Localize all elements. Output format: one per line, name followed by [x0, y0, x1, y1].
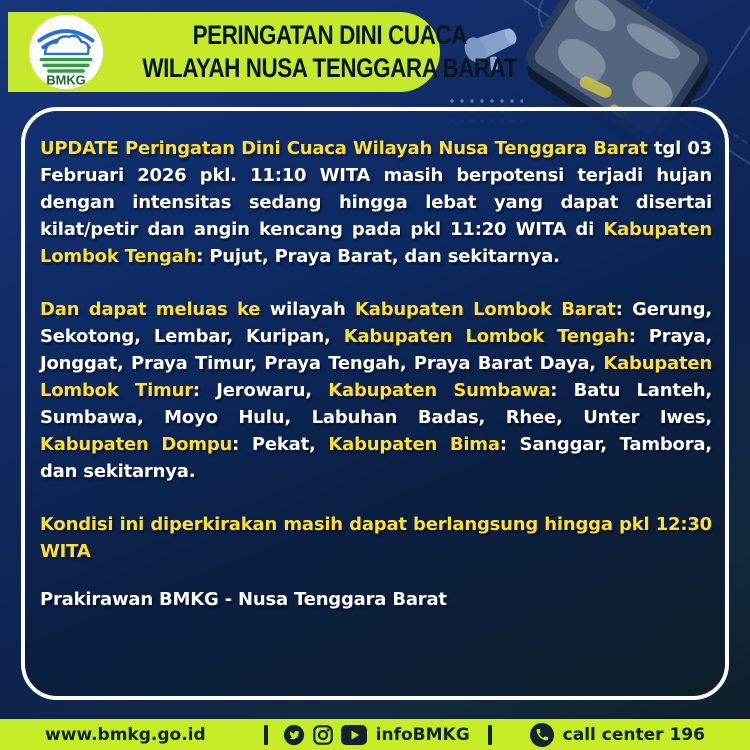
poster-title-line2: WILAYAH NUSA TENGGARA BARAT: [142, 53, 518, 83]
alert-text-segment: : Gerung, Sekotong, Lembar, Kuripan,: [40, 299, 712, 347]
alert-text-segment: Kabupaten Lombok Timur: [40, 353, 712, 401]
alert-text-segment: Kondisi ini diperkirakan masih dapat berlangsung hingga pkl 12:30 WITA: [40, 514, 712, 562]
header-banner: [8, 12, 518, 92]
footer-divider: [264, 725, 268, 745]
alert-text-segment: tgl 03 Februari 2026 pkl. 11:10 WITA masih berpotensi terjadi hujan dengan intensitas sedang hingga lebat yang dapat disertai kilat/petir dan angin kencang pada pkl 11:20 WITA di: [40, 138, 713, 240]
website-link[interactable]: www.bmkg.go.id: [45, 724, 206, 745]
alert-paragraph: [40, 511, 712, 565]
alert-text-segment: Kabupaten Lombok Tengah: [40, 219, 712, 267]
alert-card: [21, 107, 729, 700]
alert-text-segment: Kabupaten Lombok Tengah: [343, 326, 629, 347]
instagram-icon[interactable]: [312, 724, 334, 746]
alert-text-segment: Dan dapat meluas ke: [40, 299, 261, 320]
alert-text-segment: : Pekat,: [232, 434, 329, 455]
alert-text-segment: UPDATE Peringatan Dini Cuaca Wilayah Nusa Tenggara Barat: [40, 138, 648, 159]
alert-text-segment: Prakirawan BMKG - Nusa Tenggara Barat: [40, 589, 447, 610]
alert-text-segment: Kabupaten Dompu: [40, 434, 233, 455]
twitter-icon[interactable]: [283, 724, 305, 746]
alert-text-segment: Kabupaten Bima: [328, 434, 500, 455]
alert-text-segment: Kabupaten Sumbawa: [328, 380, 551, 401]
alert-paragraph: [40, 296, 712, 485]
alert-paragraph: [40, 135, 712, 270]
alert-text-segment: : Batu Lanteh, Sumbawa, Moyo Hulu, Labuhan Badas, Rhee, Unter Iwes,: [40, 380, 712, 428]
alert-text-segment: : Praya, Jonggat, Praya Timur, Praya Tengah, Praya Barat Daya,: [40, 326, 712, 374]
phone-icon: [530, 723, 554, 747]
poster-title: [142, 19, 517, 85]
alert-body: [40, 135, 712, 613]
footer-divider: [488, 725, 492, 745]
alert-text-segment: Kabupaten Lombok Barat: [355, 299, 616, 320]
alert-text-segment: : Sanggar, Tambora, dan sekitarnya.: [40, 434, 712, 482]
alert-text-segment: : Pujut, Praya Barat, dan sekitarnya.: [196, 246, 560, 267]
bmkg-logo: [28, 14, 104, 90]
poster-title-line1: PERINGATAN DINI CUACA: [192, 20, 467, 50]
bmkg-logo-label: BMKG: [46, 72, 86, 88]
social-handle[interactable]: infoBMKG: [375, 724, 470, 745]
call-center-label[interactable]: call center 196: [562, 724, 705, 745]
youtube-icon[interactable]: [341, 725, 367, 745]
alert-text-segment: : Jerowaru,: [192, 380, 329, 401]
footer-bar: [0, 719, 750, 750]
alert-paragraph: [40, 586, 712, 613]
alert-text-segment: wilayah: [260, 299, 356, 320]
